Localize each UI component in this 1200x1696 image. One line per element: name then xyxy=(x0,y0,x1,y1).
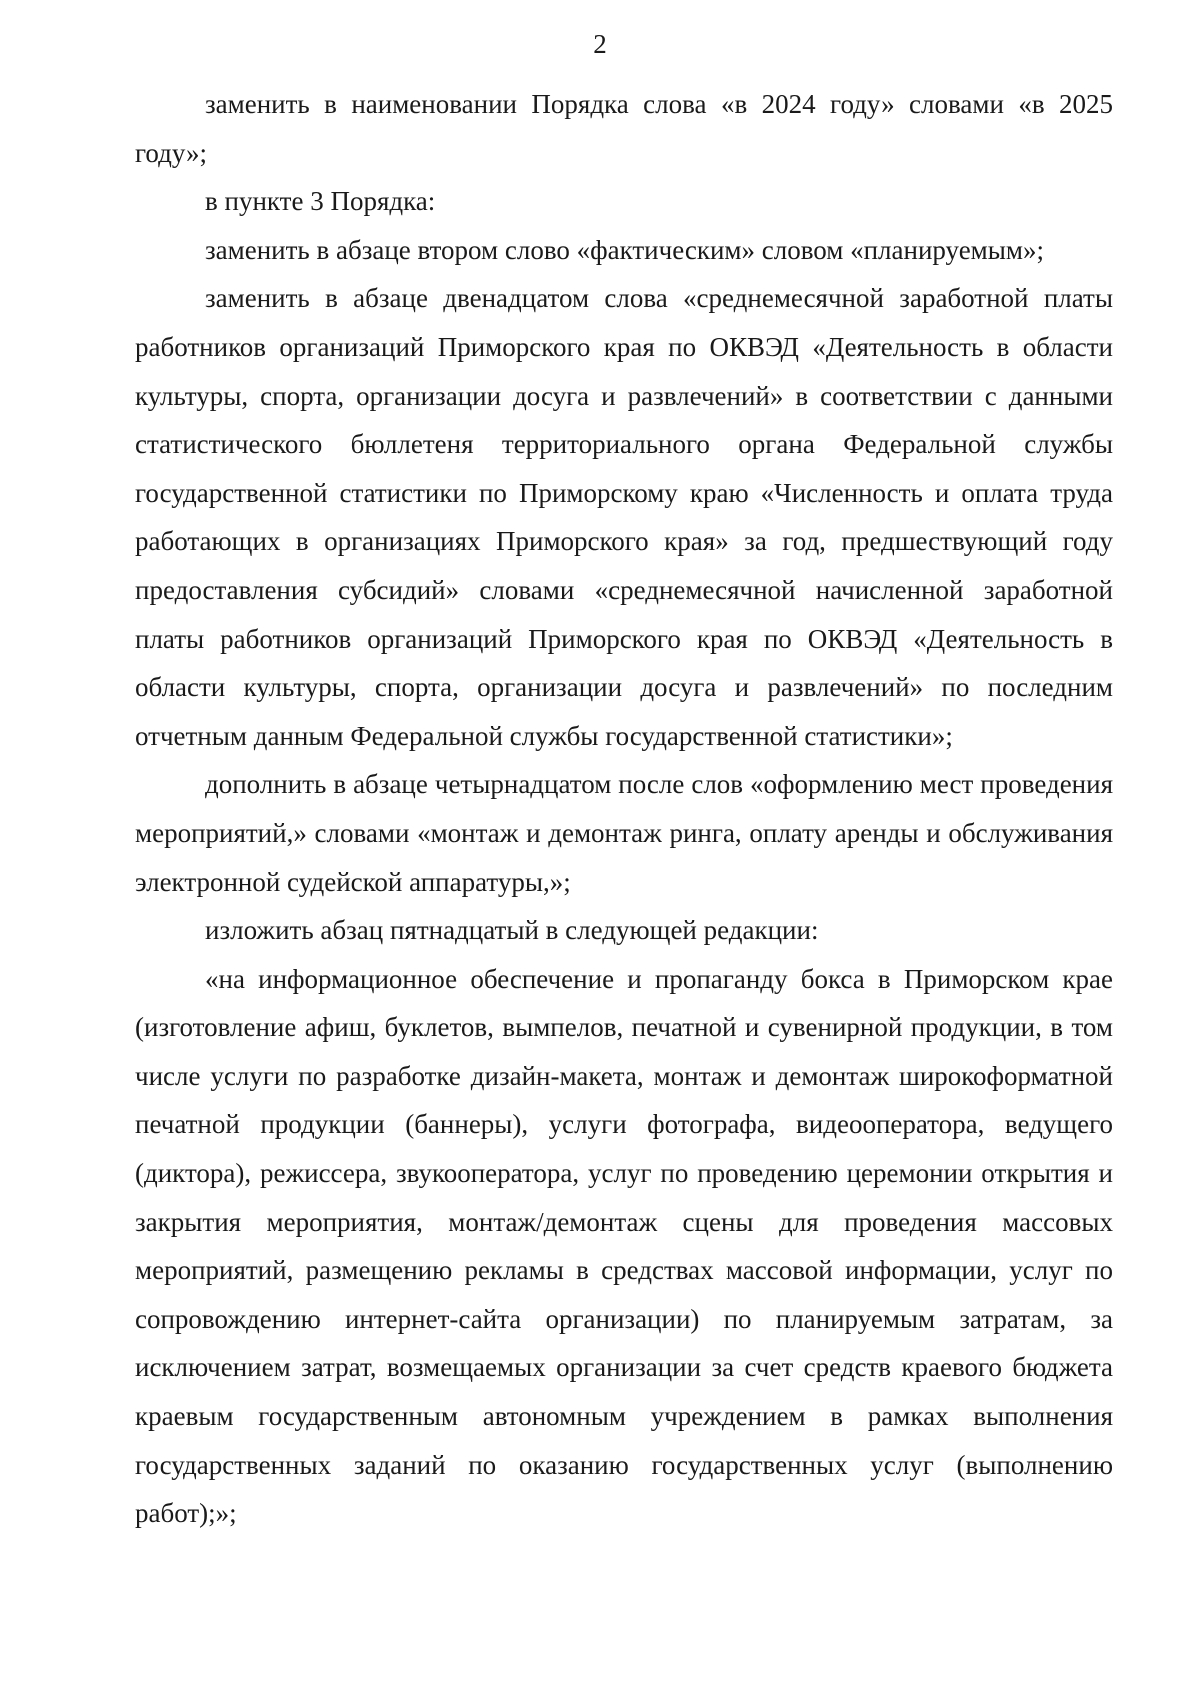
paragraph: в пункте 3 Порядка: xyxy=(205,186,436,217)
paragraph: «на информационное обеспечение и пропаганду бокса в Приморском крае (изготовление афиш, буклетов, вымпелов, печатной и сувенирной продукции, в том числе услуги по разработке дизайн-макета, монтаж и демонтаж широкоформатной печатной продукции (баннеры), услуги фотографа, видеооператора, ведущего (диктора), режиссера, звукооператора, услуг по проведению церемонии открытия и закрытия мероприятия, монтаж/демонтаж сцены для проведения массовых мероприятий, размещению рекламы в средствах массовой информации, услуг по сопровождению интернет-сайта организации) по планируемым затратам, за исключением затрат, возмещаемых организации за счет средств краевого бюджета краевым государственным автономным учреждением в рамках выполнения государственных заданий по оказанию государственных услуг (выполнению работ);»; xyxy=(135,963,1113,1529)
paragraph: изложить абзац пятнадцатый в следующей редакции: xyxy=(205,915,819,946)
paragraph: заменить в наименовании Порядка слова «в 2024 году» словами «в 2025 году»; xyxy=(135,89,1113,168)
paragraph: дополнить в абзаце четырнадцатом после слов «оформлению мест проведения мероприятий,» словами «монтаж и демонтаж ринга, оплату аренды и обслуживания электронной судейской аппаратуры,»; xyxy=(135,769,1113,897)
page-number: 2 xyxy=(593,29,607,59)
document-body xyxy=(135,80,1113,1538)
paragraph: заменить в абзаце двенадцатом слова «среднемесячной заработной платы работников организаций Приморского края по ОКВЭД «Деятельность в области культуры, спорта, организации досуга и развлечений» в соответствии с данными статистического бюллетеня территориального органа Федеральной службы государственной статистики по Приморскому краю «Численность и оплата труда работающих в организациях Приморского края» за год, предшествующий году предоставления субсидий» словами «среднемесячной начисленной заработной платы работников организаций Приморского края по ОКВЭД «Деятельность в области культуры, спорта, организации досуга и развлечений» по последним отчетным данным Федеральной службы государственной статистики»; xyxy=(135,283,1113,751)
paragraph: заменить в абзаце втором слово «фактическим» словом «планируемым»; xyxy=(205,234,1044,265)
